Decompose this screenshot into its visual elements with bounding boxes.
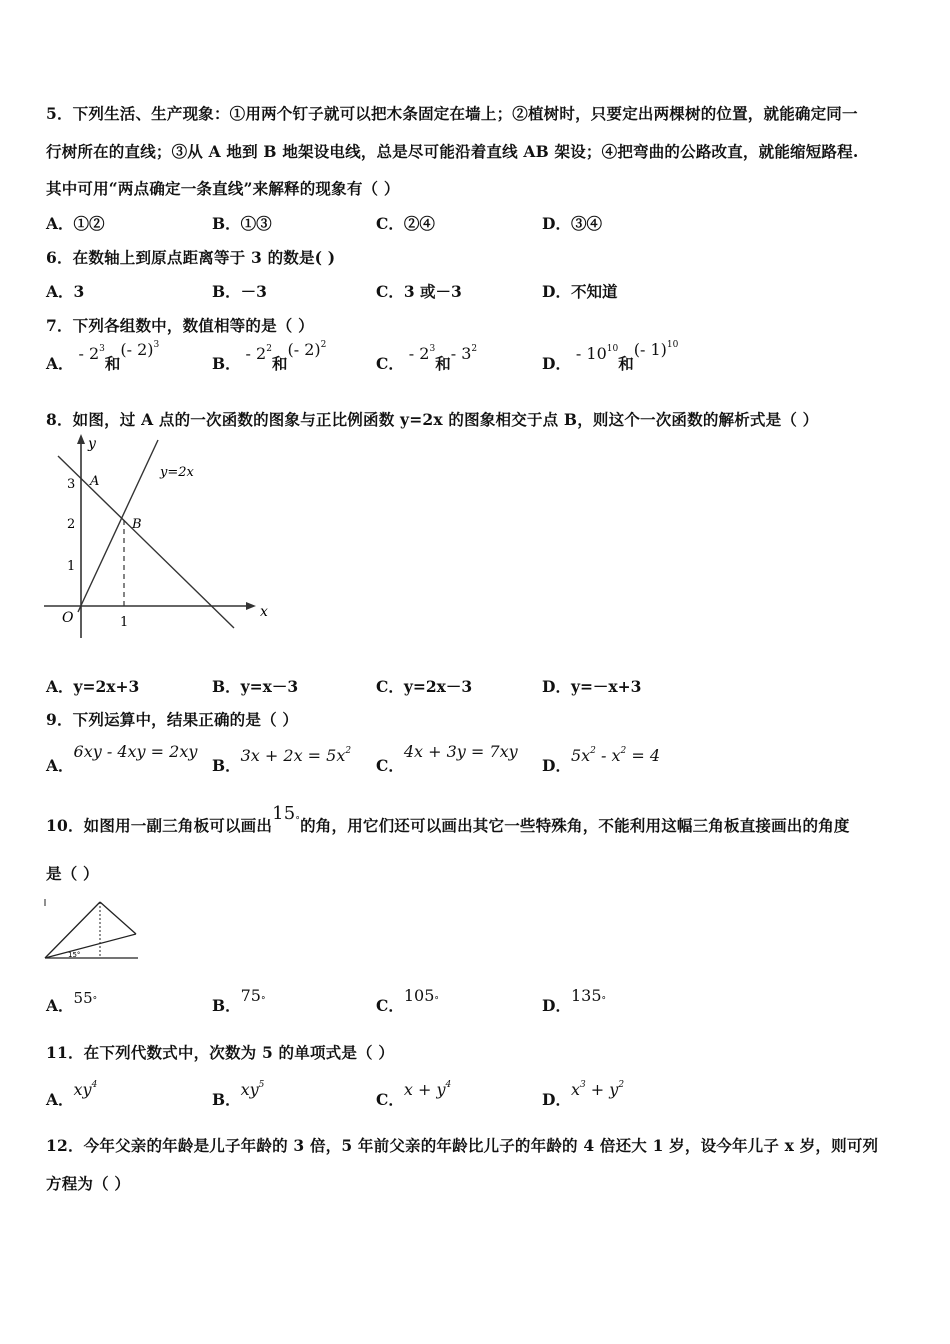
q10-letter-b: B．: [212, 996, 241, 1015]
q8-stem: 8．如图，过 A 点的一次函数的图象与正比例函数 y=2x 的图象相交于点 B，则这个一次函数的解析式是（ ）: [46, 410, 819, 429]
q11-option-c: [376, 1079, 452, 1110]
q7-d-right: (- 1): [633, 340, 667, 359]
q11-d-base2: + y: [585, 1080, 619, 1099]
q8-option-a: A．y=2x+3: [46, 677, 140, 696]
q10-stem-after: 的角，用它们还可以画出其它一些特殊角，不能利用这幅三角板直接画出的角度: [300, 816, 850, 835]
q7-options: [46, 339, 906, 392]
q11-option-a: [46, 1079, 98, 1110]
q9-letter-c: C．: [376, 756, 404, 775]
q7-c-right-exp: 2: [471, 343, 478, 354]
q11-a-base: xy: [73, 1080, 92, 1099]
q10-triangle-figure: [42, 896, 142, 962]
q11-stem: 11．在下列代数式中，次数为 5 的单项式是（ ）: [46, 1043, 395, 1062]
q10-value-c: 105: [403, 986, 435, 1005]
xtick-1: 1: [120, 615, 129, 630]
q10-line2: 是（ ）: [46, 864, 99, 883]
q9-option-b: [212, 745, 352, 776]
q11-c-base: x + y: [403, 1080, 446, 1099]
q11-b-base: xy: [240, 1080, 259, 1099]
q9-d-expr-1: 5x: [570, 746, 591, 765]
q7-d-left: - 10: [575, 344, 607, 363]
q7-option-c: [376, 343, 478, 374]
q7-letter-b: B．: [212, 354, 241, 373]
q8-option-b: B．y=x－3: [212, 677, 299, 696]
q10-stem: 10．如图用一副三角板可以画出15°的角，用它们还可以画出其它一些特殊角，不能利用这幅三角板直接画出的角度: [46, 803, 850, 835]
q10-value-a: 55: [73, 989, 93, 1007]
q7-stem: 7．下列各组数中，数值相等的是（ ）: [46, 316, 314, 335]
q7-a-right: (- 2): [120, 340, 154, 359]
q7-b-he: 和: [271, 354, 288, 373]
q10-letter-d: D．: [542, 996, 571, 1015]
q7-letter-a: A．: [46, 354, 74, 373]
q6-option-b: B．－3: [212, 282, 267, 301]
q9-a-expr: 6xy - 4xy = 2xy: [73, 742, 198, 761]
q10-letter-a: A．: [46, 996, 74, 1015]
q11-d-exp1: 3: [579, 1079, 586, 1090]
q7-d-right-exp: 10: [666, 339, 679, 350]
q7-option-d: [542, 339, 679, 374]
q11-letter-a: A．: [46, 1090, 74, 1109]
q9-d-exp-1: 2: [590, 745, 596, 756]
q11-c-exp: 4: [445, 1079, 452, 1090]
q7-a-he: 和: [104, 354, 121, 373]
ytick-1: 1: [67, 559, 76, 574]
q7-a-right-exp: 3: [153, 339, 160, 350]
q7-option-a: [46, 339, 160, 374]
q5-option-c: C．②④: [376, 214, 435, 233]
line-y-2x: [78, 440, 158, 612]
q9-options: [46, 742, 906, 794]
q5-option-d: D．③④: [542, 214, 602, 233]
ytick-2: 2: [67, 517, 76, 532]
q6-option-a: A．3: [46, 282, 85, 301]
q9-option-d: [542, 745, 660, 776]
q8-option-d: D．y=－x+3: [542, 677, 642, 696]
q10-option-a: A．55°: [46, 989, 98, 1015]
y-axis-label: y: [88, 436, 96, 452]
q9-b-expr: 3x + 2x = 5x: [240, 746, 346, 765]
q10-angle: 15: [272, 803, 296, 824]
q5-option-b: B．①③: [212, 214, 272, 233]
triangle-edge-3: [45, 934, 136, 958]
q9-b-exp: 2: [345, 745, 352, 756]
q7-d-left-exp: 10: [606, 343, 619, 354]
q9-option-a: [46, 742, 198, 776]
q11-letter-c: C．: [376, 1090, 404, 1109]
line-through-a: [58, 456, 234, 628]
q7-letter-d: D．: [542, 354, 571, 373]
q10-option-c: C．105°: [376, 986, 439, 1015]
angle-label-15: 15°: [68, 951, 81, 959]
q9-d-exp-2: 2: [620, 745, 627, 756]
q10-options: [46, 986, 906, 1034]
q7-letter-c: C．: [376, 354, 404, 373]
q12-line1: 12．今年父亲的年龄是儿子年龄的 3 倍，5 年前父亲的年龄比儿子的年龄的 4 倍还大 1 岁，设今年儿子 x 岁，则可列: [46, 1136, 879, 1155]
q7-c-left-exp: 3: [429, 343, 436, 354]
q11-option-d: [542, 1079, 625, 1110]
point-a-label: A: [90, 474, 100, 489]
q10-option-d: D．135°: [542, 986, 606, 1015]
q6-option-c: C．3 或－3: [376, 282, 462, 301]
origin-label: O: [62, 610, 74, 626]
q6-option-d: D．不知道: [542, 282, 618, 301]
q9-letter-b: B．: [212, 756, 241, 775]
q9-d-expr-3: = 4: [626, 746, 660, 765]
q12-line2: 方程为（ ）: [46, 1174, 131, 1193]
q11-b-exp: 5: [258, 1079, 265, 1090]
x-axis-label: x: [260, 604, 268, 620]
q7-b-left: - 2: [245, 344, 267, 363]
q10-stem-before: 10．如图用一副三角板可以画出: [46, 816, 273, 835]
q7-option-b: [212, 339, 327, 374]
q10-letter-c: C．: [376, 996, 404, 1015]
q7-a-left: - 2: [78, 344, 100, 363]
q10-value-d: 135: [570, 986, 602, 1005]
point-b-label: B: [132, 517, 142, 532]
q5-line2: 行树所在的直线；③从 A 地到 B 地架设电线，总是尽可能沿着直线 AB 架设；④把弯曲的公路改直，就能缩短路程.: [46, 142, 859, 161]
triangle-edge-1: [45, 902, 100, 958]
q7-b-left-exp: 2: [266, 343, 272, 354]
y-axis-arrow: [77, 434, 85, 444]
q10-option-b: B．75°: [212, 986, 266, 1015]
q11-d-base1: x: [570, 1080, 580, 1099]
q6-stem: 6．在数轴上到原点距离等于 3 的数是( ): [46, 248, 336, 267]
line-label: y=2x: [160, 465, 194, 480]
q9-stem: 9．下列运算中，结果正确的是（ ）: [46, 710, 299, 729]
triangle-edge-2: [100, 902, 136, 934]
q11-letter-b: B．: [212, 1090, 241, 1109]
q5-option-a: A．①②: [46, 214, 105, 233]
ytick-3: 3: [67, 477, 76, 492]
q5-line3: 其中可用“两点确定一条直线”来解释的现象有（ ）: [46, 179, 400, 198]
q8-option-c: C．y=2x－3: [376, 677, 473, 696]
q11-letter-d: D．: [542, 1090, 571, 1109]
q9-option-c: [376, 742, 518, 776]
q11-a-exp: 4: [91, 1079, 98, 1090]
q7-d-he: 和: [618, 354, 634, 373]
q11-options: [46, 1079, 906, 1128]
q11-option-b: [212, 1079, 265, 1110]
x-axis-arrow: [246, 602, 256, 610]
q9-letter-d: D．: [542, 756, 571, 775]
q7-a-left-exp: 3: [99, 343, 105, 354]
q8-graph: [40, 428, 290, 638]
q7-c-left: - 2: [408, 344, 430, 363]
q11-d-exp2: 2: [618, 1079, 625, 1090]
q9-letter-a: A．: [46, 756, 74, 775]
q7-b-right: (- 2): [287, 340, 321, 359]
q5-line1: 5．下列生活、生产现象：①用两个钉子就可以把木条固定在墙上；②植树时，只要定出两棵树的位置，就能确定同一: [46, 104, 858, 123]
q9-c-expr: 4x + 3y = 7xy: [403, 742, 518, 761]
q7-c-he: 和: [435, 354, 451, 373]
q9-d-expr-2: - x: [595, 746, 621, 765]
q7-b-right-exp: 2: [320, 339, 327, 350]
q7-c-right: - 3: [450, 344, 472, 363]
q10-value-b: 75: [240, 986, 261, 1005]
